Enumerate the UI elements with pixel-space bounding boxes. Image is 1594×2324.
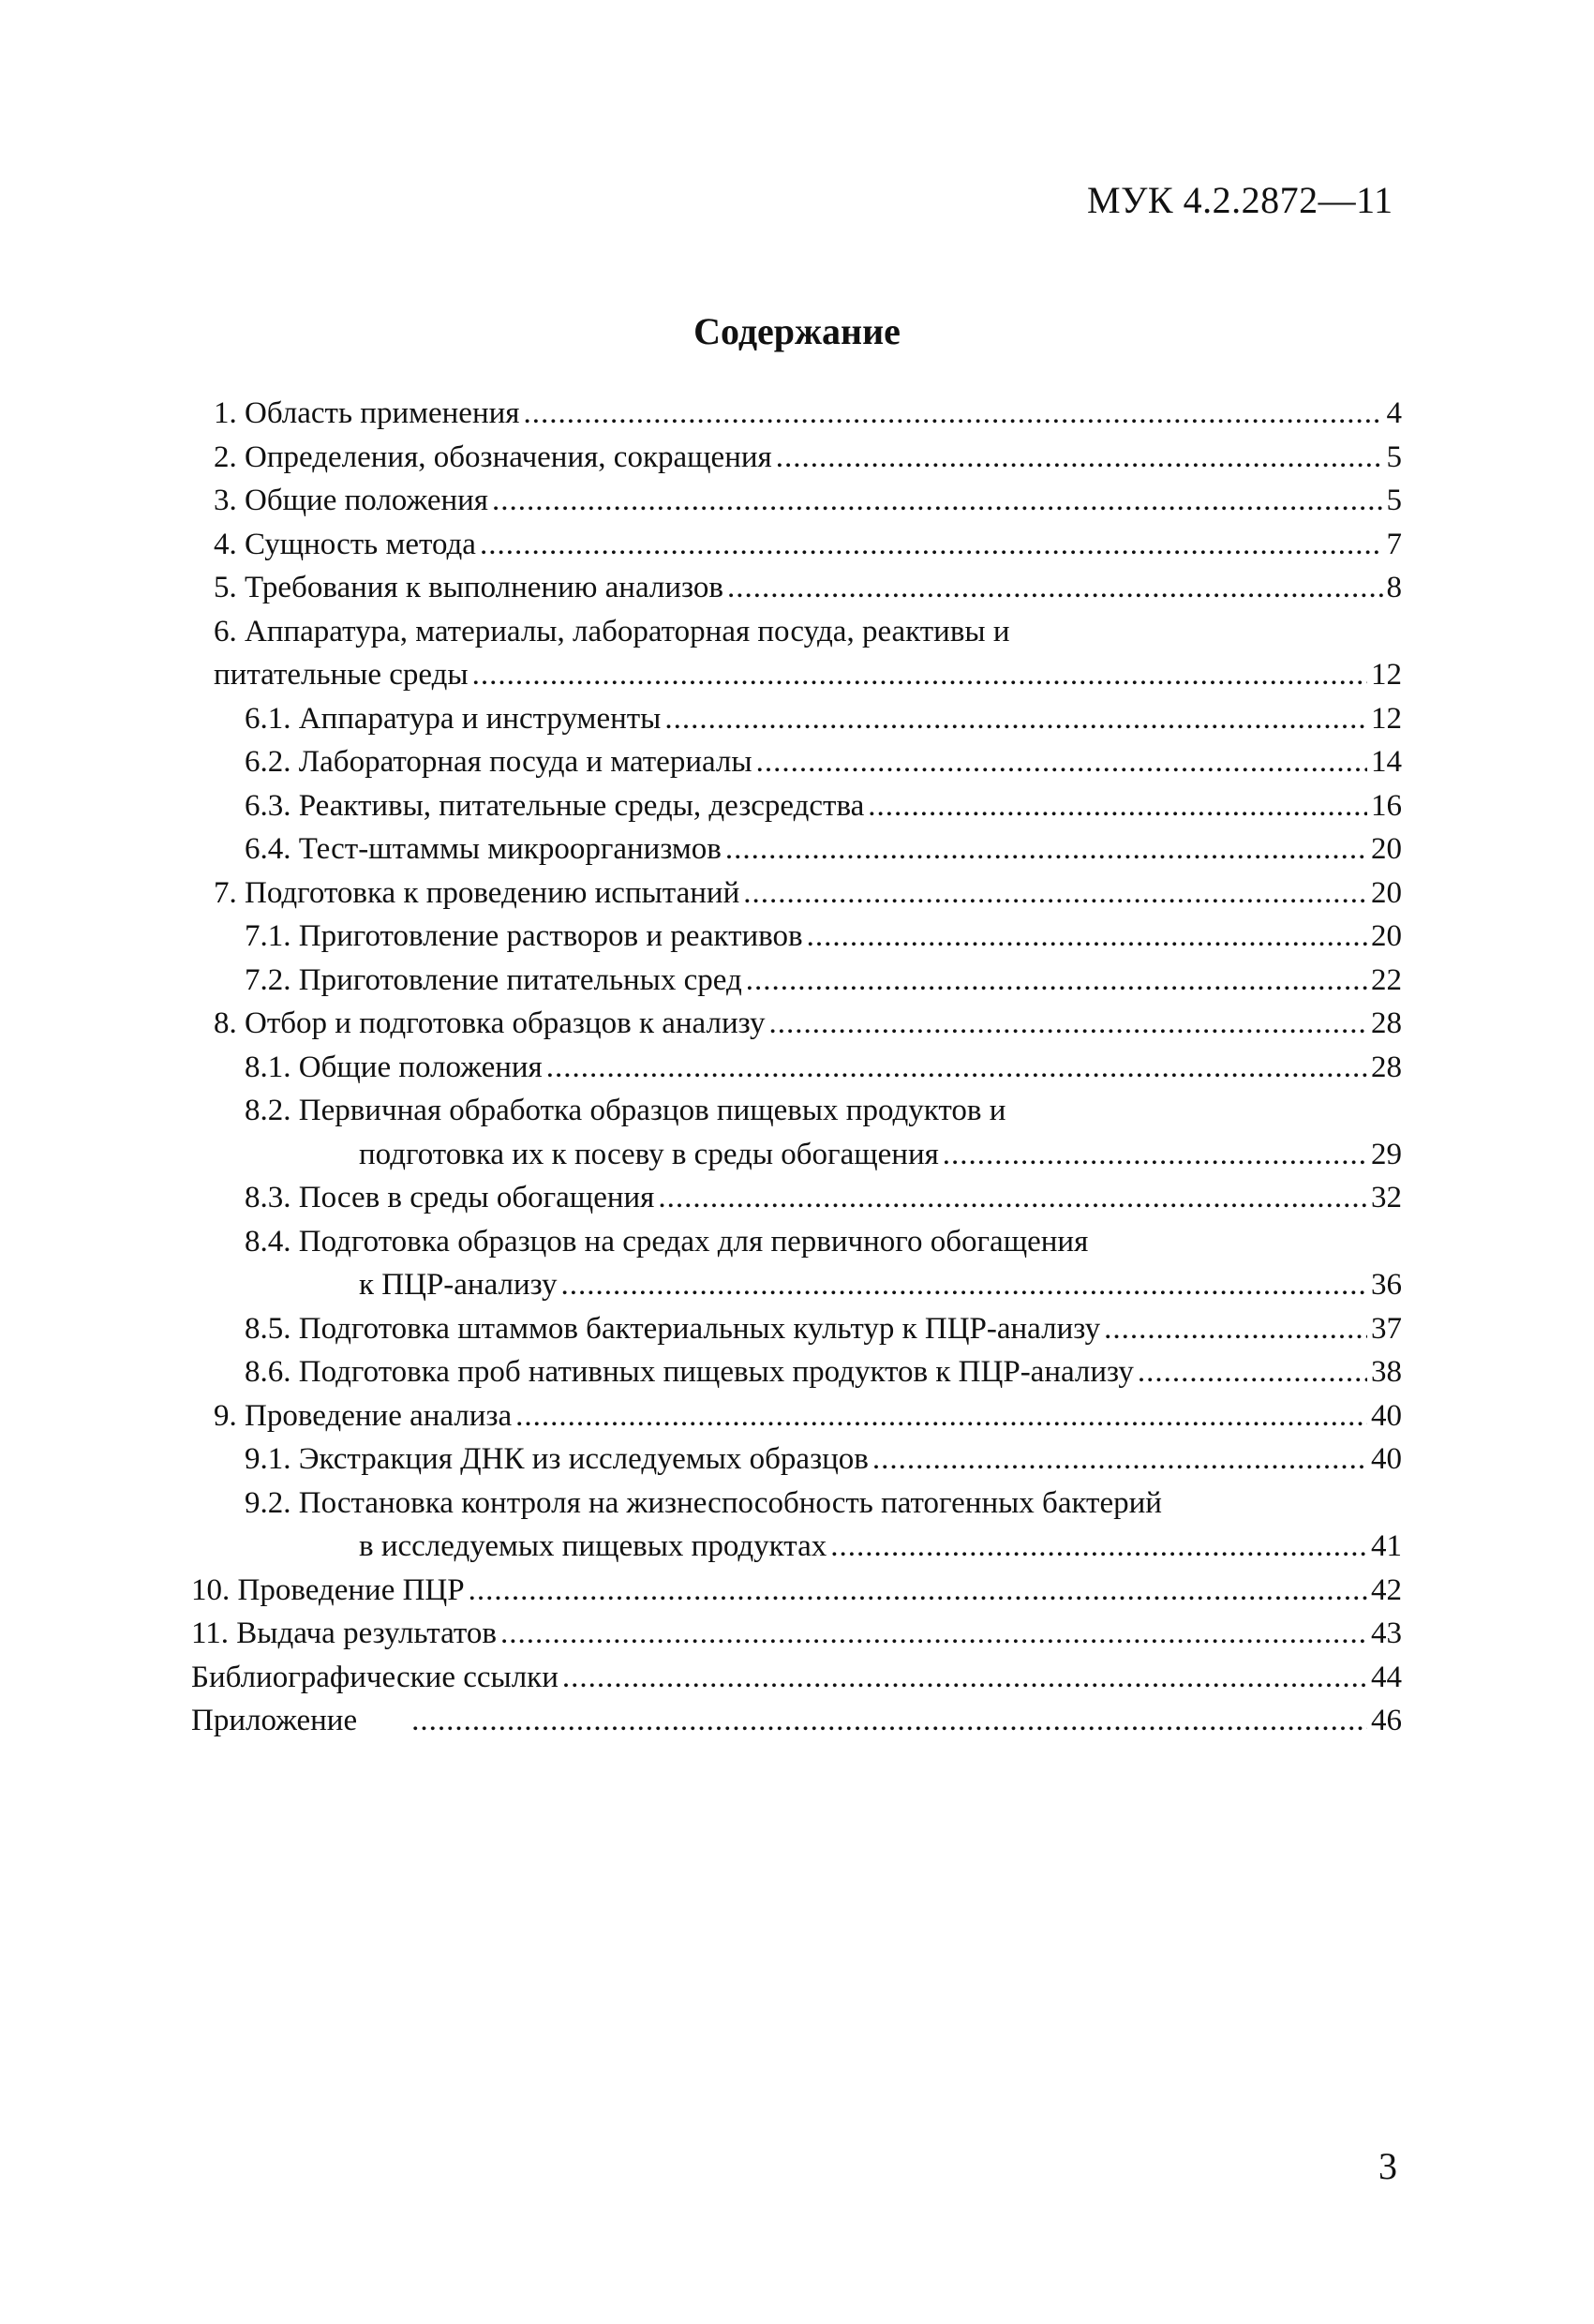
toc-entry: 8. Отбор и подготовка образцов к анализу ..... 28: [191, 1002, 1402, 1046]
toc-page-number: 5: [1386, 439, 1402, 474]
toc-entry: 1. Область применения ..... 4: [191, 392, 1402, 436]
toc-page-number: 32: [1371, 1181, 1402, 1214]
toc-entry: 9.1. Экстракция ДНК из исследуемых образцов ..... 40: [191, 1438, 1402, 1482]
toc-page-number: 46: [1371, 1704, 1402, 1737]
toc-entry: 11. Выдача результатов ..... 43: [191, 1612, 1402, 1656]
toc-entry: 6.3. Реактивы, питательные среды, дезсредства ..... 16: [191, 784, 1402, 828]
toc-page-number: 20: [1371, 832, 1402, 866]
toc-page-number: 40: [1371, 1442, 1402, 1476]
toc-page-number: 14: [1371, 745, 1402, 779]
toc-page-number: 36: [1371, 1268, 1402, 1302]
toc-page-number: 20: [1371, 919, 1402, 953]
toc-page-number: 8: [1386, 571, 1402, 604]
toc-page-number: 42: [1371, 1572, 1402, 1607]
toc-page-number: 28: [1371, 1050, 1402, 1084]
page-number: 3: [1378, 2145, 1397, 2187]
toc-page-number: 43: [1371, 1616, 1402, 1650]
toc-entry: 7.1. Приготовление растворов и реактивов ..... 20: [191, 915, 1402, 959]
toc-page-number: 16: [1371, 788, 1402, 823]
toc-entry: 8.1. Общие положения ..... 28: [191, 1046, 1402, 1090]
toc-entry: 7.2. Приготовление питательных сред ..... 22: [191, 959, 1402, 1003]
toc-page-number: 7: [1386, 527, 1402, 561]
toc-entry: 9.2. Постановка контроля на жизнеспособность патогенных бактерий в исследуемых пищевых продуктах ..... 41: [191, 1482, 1402, 1569]
toc-page-number: 37: [1371, 1311, 1402, 1346]
toc-entry: 6.2. Лабораторная посуда и материалы ..... 14: [191, 740, 1402, 784]
toc-entry: 4. Сущность метода ..... 7: [191, 523, 1402, 567]
toc-page-number: 41: [1371, 1529, 1402, 1563]
toc-page-number: 22: [1371, 962, 1402, 997]
toc-page-number: 20: [1371, 875, 1402, 910]
toc-entry: Приложение ..... 46: [191, 1699, 1402, 1743]
toc-entry: 7. Подготовка к проведению испытаний ..... 20: [191, 872, 1402, 916]
toc-page-number: 40: [1371, 1398, 1402, 1433]
toc-page-number: 5: [1386, 484, 1402, 517]
toc-page-number: 12: [1371, 701, 1402, 736]
toc-entry: 5. Требования к выполнению анализов ..... 8: [191, 566, 1402, 610]
toc-page-number: 38: [1371, 1355, 1402, 1389]
toc-entry: 6.1. Аппаратура и инструменты ..... 12: [191, 697, 1402, 741]
document-code: МУК 4.2.2872—11: [1087, 179, 1393, 221]
toc-page-number: 12: [1371, 658, 1402, 692]
toc-entry: 6. Аппаратура, материалы, лабораторная посуда, реактивы и питательные среды ..... 12: [191, 610, 1402, 697]
toc-page-number: 28: [1371, 1006, 1402, 1040]
toc-entry: 8.3. Посев в среды обогащения ..... 32: [191, 1176, 1402, 1220]
table-of-contents: [191, 392, 1402, 1743]
toc-entry: 8.4. Подготовка образцов на средах для первичного обогащения к ПЦР-анализу ..... 36: [191, 1220, 1402, 1307]
toc-entry: 2. Определения, обозначения, сокращения ..... 5: [191, 436, 1402, 480]
toc-entry: 9. Проведение анализа ..... 40: [191, 1394, 1402, 1438]
toc-title: Содержание: [693, 310, 901, 352]
toc-entry: Библиографические ссылки ..... 44: [191, 1656, 1402, 1700]
toc-entry: 8.2. Первичная обработка образцов пищевых продуктов и подготовка их к посеву в среды обогащения ..... 29: [191, 1089, 1402, 1176]
toc-entry: 10. Проведение ПЦР ..... 42: [191, 1569, 1402, 1613]
toc-entry: 6.4. Тест-штаммы микроорганизмов ..... 20: [191, 827, 1402, 872]
toc-page-number: 4: [1386, 396, 1402, 430]
toc-entry: 3. Общие положения ..... 5: [191, 479, 1402, 523]
toc-entry: 8.5. Подготовка штаммов бактериальных культур к ПЦР-анализу ..... 37: [191, 1307, 1402, 1351]
toc-entry: 8.6. Подготовка проб нативных пищевых продуктов к ПЦР-анализу ..... 38: [191, 1350, 1402, 1394]
toc-page-number: 44: [1371, 1660, 1402, 1694]
toc-page-number: 29: [1371, 1137, 1402, 1171]
